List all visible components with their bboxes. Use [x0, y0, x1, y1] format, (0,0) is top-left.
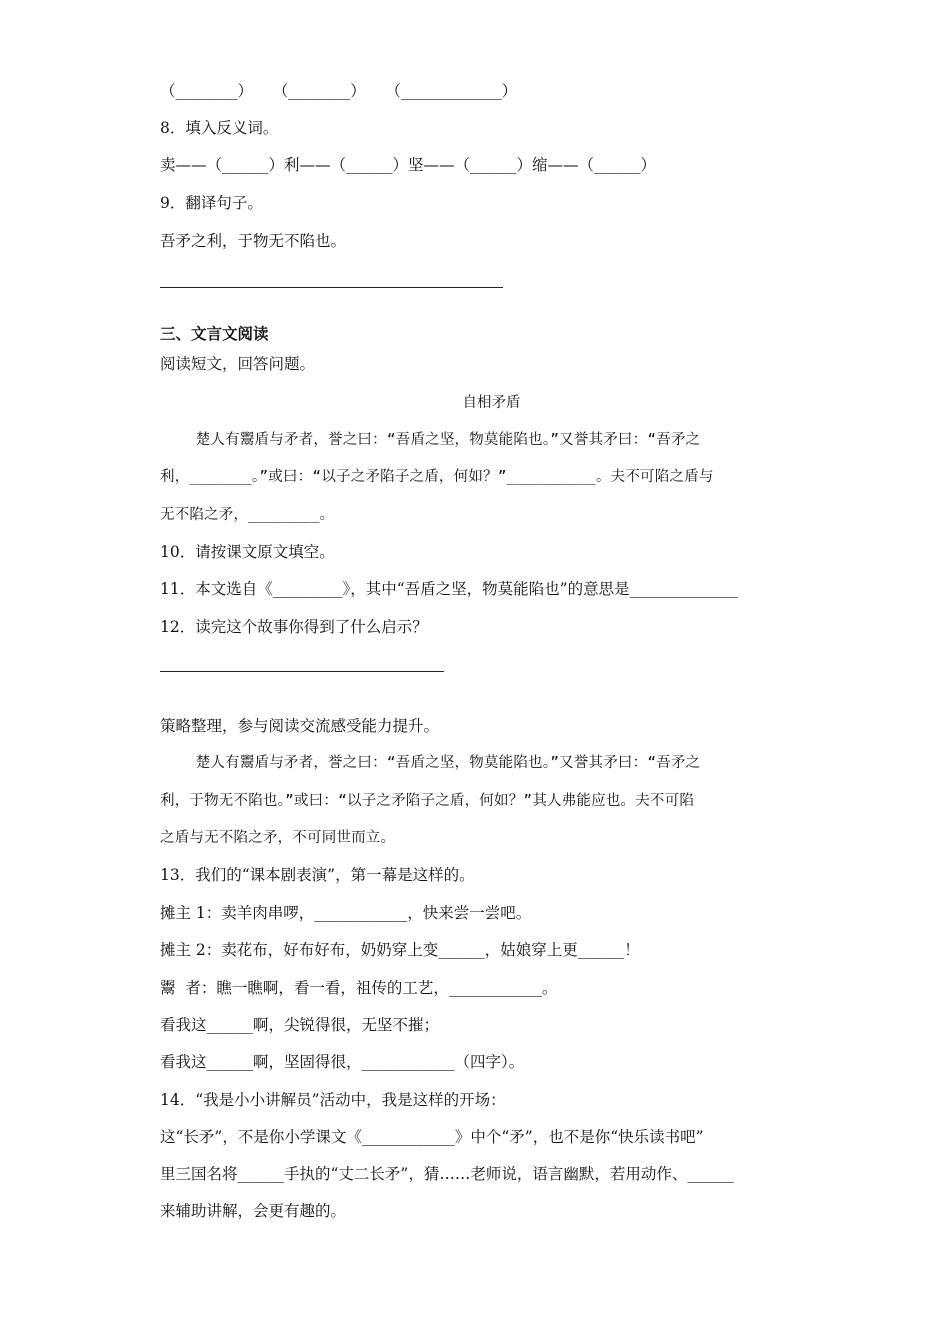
explainer-line-3: 来辅助讲解，会更有趣的。	[160, 1202, 347, 1220]
passage2-line-1: 楚人有鬻盾与矛者，誉之曰：“吾盾之坚，物莫能陷也。”又誉其矛曰：“吾矛之	[160, 755, 701, 771]
dialogue-line-4: 看我这______啊，尖锐得很，无坚不摧；	[160, 1016, 440, 1034]
dialogue-line-1: 摊主 1：卖羊肉串啰，____________，快来尝一尝吧。	[160, 904, 532, 922]
answer-blanks-line: （________） （________） （_____________）	[160, 82, 518, 100]
passage2-line-3: 之盾与无不陷之矛，不可同世而立。	[160, 830, 396, 846]
answer-rule-q9	[160, 287, 503, 288]
reading-instruction: 阅读短文，回答问题。	[160, 355, 316, 373]
section-3-heading: 三、文言文阅读	[160, 325, 269, 343]
question-9-heading: 9．翻译句子。	[160, 194, 263, 212]
passage-line-1: 楚人有鬻盾与矛者，誉之曰：“吾盾之坚，物莫能陷也。”又誉其矛曰：“吾矛之	[160, 432, 701, 448]
question-12: 12．读完这个故事你得到了什么启示？	[160, 618, 428, 636]
question-8-heading: 8．填入反义词。	[160, 119, 279, 137]
dialogue-line-5: 看我这______啊，坚固得很，____________（四字）。	[160, 1053, 525, 1071]
passage-line-2: 利，_______。”或曰：“以子之矛陷子之盾，何如？”__________。夫不可陷之盾与	[160, 469, 714, 485]
question-8-antonyms: 卖——（______）利——（______）坚——（______）缩——（______）	[160, 156, 657, 174]
question-14: 14．“我是小小讲解员”活动中，我是这样的开场：	[160, 1091, 506, 1109]
dialogue-line-3: 鬻 者：瞧一瞧啊，看一看，祖传的工艺，____________。	[160, 979, 558, 997]
explainer-line-2: 里三国名将______手执的“丈二长矛”，猜……老师说，语言幽默，若用动作、______	[160, 1165, 734, 1183]
strategy-note: 策略整理，参与阅读交流感受能力提升。	[160, 717, 440, 735]
question-10: 10．请按课文原文填空。	[160, 543, 335, 561]
passage-title: 自相矛盾	[462, 395, 521, 411]
dialogue-line-2: 摊主 2：卖花布，好布好布，奶奶穿上变______，姑娘穿上更______！	[160, 941, 640, 959]
question-9-sentence: 吾矛之利，于物无不陷也。	[160, 232, 347, 250]
passage-line-3: 无不陷之矛，________。	[160, 507, 335, 523]
explainer-line-1: 这“长矛”，不是你小学课文《____________》中个“矛”，也不是你“快乐读书吧”	[160, 1128, 704, 1146]
question-11: 11．本文选自《_________》，其中“吾盾之坚，物莫能陷也”的意思是______________	[160, 580, 739, 598]
question-13: 13．我们的“课本剧表演”，第一幕是这样的。	[160, 866, 475, 884]
passage2-line-2: 利，于物无不陷也。”或曰：“以子之矛陷子之盾，何如？”其人弗能应也。夫不可陷	[160, 793, 695, 809]
answer-rule-q12	[160, 671, 444, 672]
